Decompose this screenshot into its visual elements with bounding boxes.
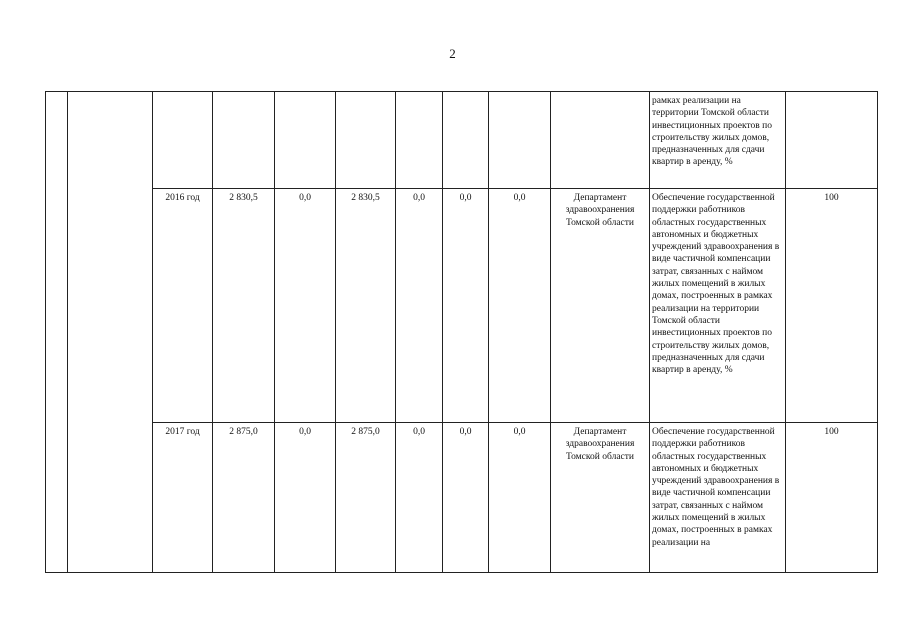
percent-cell: 100	[786, 189, 878, 423]
table-row	[46, 92, 878, 189]
goal-cell: рамках реализации на территории Томской области инвестиционных проектов по строительству жилых домов, предназначенных для сдачи квартир в аренду, %	[650, 92, 786, 189]
federal-cell: 0,0	[275, 423, 336, 573]
other-cell: 0,0	[489, 423, 551, 573]
other-cell	[489, 92, 551, 189]
goal-cell: Обеспечение государственной поддержки работников областных государственных автономных и бюджетных учреждений здравоохранения в виде частичной компенсации затрат, связанных с наймом жилых помещений в жилых домах, построенных в рамках реализации на территории Томской области инвестиционных проектов по строительству жилых домов, предназначенных для сдачи квартир в аренду, %	[650, 189, 786, 423]
local-cell: 0,0	[396, 423, 443, 573]
federal-cell: 0,0	[275, 189, 336, 423]
regional-cell	[336, 92, 396, 189]
total-cell: 2 875,0	[213, 423, 275, 573]
year-cell: 2017 год	[153, 423, 213, 573]
department-cell	[551, 92, 650, 189]
goal-cell: Обеспечение государственной поддержки работников областных государственных автономных и бюджетных учреждений здравоохранения в виде частичной компенсации затрат, связанных с наймом жилых помещений в жилых домах, построенных в рамках реализации на	[650, 423, 786, 573]
department-cell: Департамент здравоохранения Томской области	[551, 423, 650, 573]
percent-cell: 100	[786, 423, 878, 573]
page-number: 2	[449, 46, 456, 61]
total-cell	[213, 92, 275, 189]
regional-cell: 2 830,5	[336, 189, 396, 423]
local-cell	[396, 92, 443, 189]
table-row	[46, 189, 878, 423]
other-cell: 0,0	[489, 189, 551, 423]
index-cell	[46, 92, 68, 573]
department-cell: Департамент здравоохранения Томской области	[551, 189, 650, 423]
local-cell: 0,0	[396, 189, 443, 423]
year-cell: 2016 год	[153, 189, 213, 423]
extra-cell	[443, 92, 489, 189]
percent-cell	[786, 92, 878, 189]
table-row	[46, 423, 878, 573]
federal-cell	[275, 92, 336, 189]
extra-cell: 0,0	[443, 189, 489, 423]
regional-cell: 2 875,0	[336, 423, 396, 573]
program-table	[45, 91, 878, 573]
extra-cell: 0,0	[443, 423, 489, 573]
event-name-cell	[68, 92, 153, 573]
total-cell: 2 830,5	[213, 189, 275, 423]
year-cell	[153, 92, 213, 189]
